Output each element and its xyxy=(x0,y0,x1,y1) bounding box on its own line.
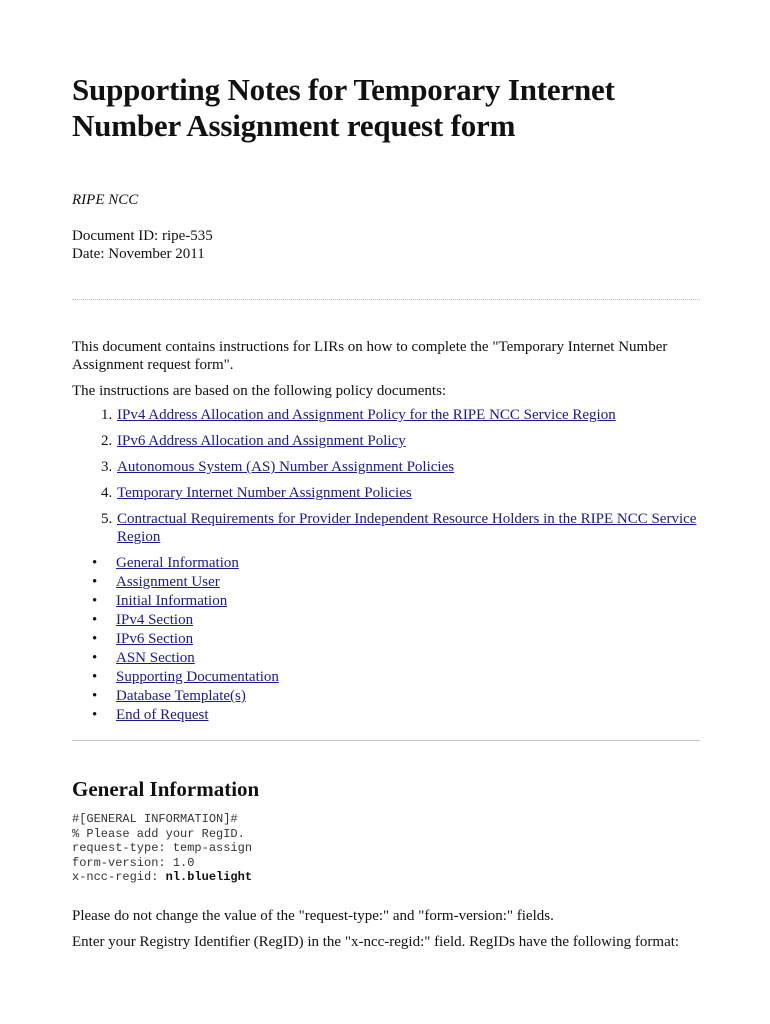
toc-item xyxy=(116,611,700,629)
toc-item xyxy=(116,687,700,705)
code-block xyxy=(72,812,700,885)
code-regid-key: x-ncc-regid: xyxy=(72,870,166,885)
toc-item xyxy=(116,668,700,686)
toc-link-end-of-request[interactable]: End of Request xyxy=(116,707,209,723)
toc-link-asn-section[interactable]: ASN Section xyxy=(116,650,195,666)
toc-item xyxy=(116,630,700,648)
divider-solid xyxy=(72,740,700,741)
policy-list xyxy=(72,406,700,546)
toc-link-ipv4-section[interactable]: IPv4 Section xyxy=(116,612,194,628)
toc-link-initial-information[interactable]: Initial Information xyxy=(116,593,228,609)
code-line: form-version: 1.0 xyxy=(72,855,195,870)
toc-link-database-templates[interactable]: Database Template(s) xyxy=(116,688,246,704)
policy-link-asn[interactable]: Autonomous System (AS) Number Assignment Policies xyxy=(117,459,455,475)
toc-link-general-information[interactable]: General Information xyxy=(116,555,239,571)
note-paragraph: Please do not change the value of the "request-type:" and "form-version:" fields. xyxy=(72,907,554,924)
policy-item xyxy=(116,484,700,502)
page-title: Supporting Notes for Temporary Internet Number Assignment request form xyxy=(72,72,615,143)
document-id: Document ID: ripe-535 xyxy=(72,228,213,244)
policy-link-ipv6[interactable]: IPv6 Address Allocation and Assignment Policy xyxy=(117,433,406,449)
section-heading: General Information xyxy=(72,777,260,801)
table-of-contents xyxy=(72,554,700,724)
toc-link-ipv6-section[interactable]: IPv6 Section xyxy=(116,631,194,647)
policy-item xyxy=(116,432,700,450)
note-paragraph: Enter your Registry Identifier (RegID) in the "x-ncc-regid:" field. RegIDs have the following format: xyxy=(72,933,680,950)
document-page xyxy=(72,72,700,951)
toc-item xyxy=(116,573,700,591)
toc-item xyxy=(116,706,700,724)
toc-item xyxy=(116,592,700,610)
toc-item xyxy=(116,554,700,572)
policy-link-temporary[interactable]: Temporary Internet Number Assignment Policies xyxy=(117,485,412,501)
toc-link-supporting-documentation[interactable]: Supporting Documentation xyxy=(116,669,279,685)
basis-paragraph: The instructions are based on the following policy documents: xyxy=(72,383,447,399)
policy-item xyxy=(116,406,700,424)
code-regid-value: nl.bluelight xyxy=(165,870,253,885)
document-meta xyxy=(72,227,700,263)
intro-paragraph: This document contains instructions for LIRs on how to complete the "Temporary Internet Number Assignment request form". xyxy=(72,339,668,373)
divider-dotted xyxy=(72,299,700,300)
toc-item xyxy=(116,649,700,667)
policy-link-ipv4[interactable]: IPv4 Address Allocation and Assignment Policy for the RIPE NCC Service Region xyxy=(117,407,616,423)
policy-item xyxy=(116,510,700,546)
policy-link-contractual[interactable]: Contractual Requirements for Provider Independent Resource Holders in the RIPE NCC Service Region xyxy=(117,511,697,545)
toc-link-assignment-user[interactable]: Assignment User xyxy=(116,574,220,590)
document-date: Date: November 2011 xyxy=(72,246,205,262)
code-line: % Please add your RegID. xyxy=(72,826,245,841)
policy-item xyxy=(116,458,700,476)
organization: RIPE NCC xyxy=(72,192,139,208)
code-line: request-type: temp-assign xyxy=(72,841,253,856)
code-line: #[GENERAL INFORMATION]# xyxy=(72,812,238,826)
